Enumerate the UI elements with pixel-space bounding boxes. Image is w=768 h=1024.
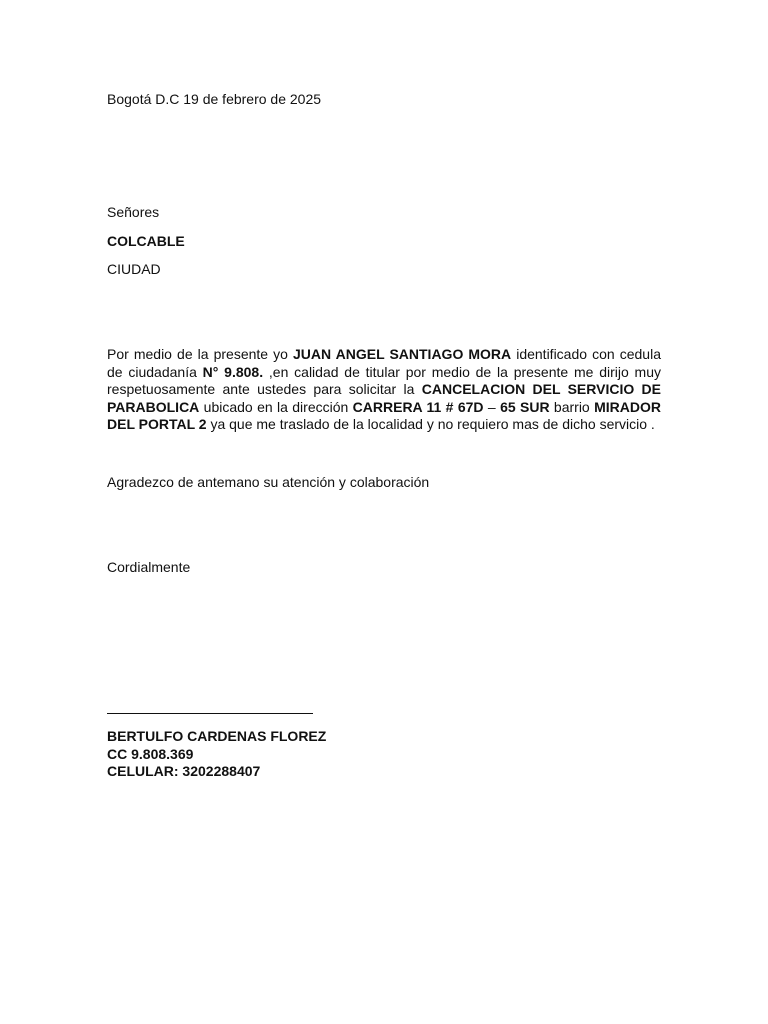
signature-block	[107, 728, 326, 781]
body-text: ya que me traslado de la localidad y no requiero mas de dicho servicio .	[206, 416, 655, 432]
date-line: Bogotá D.C 19 de febrero de 2025	[107, 91, 322, 107]
body-text: –	[483, 398, 501, 415]
signature-line	[107, 713, 313, 714]
body-paragraph	[107, 346, 661, 434]
body-text: ubicado en la dirección	[199, 398, 353, 415]
body-bold-neighborhood: MIRADOR DEL PORTAL 2	[107, 398, 661, 432]
body-text: ,en calidad de titular por medio de la presente me dirijo muy respetuosamente ante ustedes para solicitar la	[107, 363, 662, 397]
body-bold-holder: JUAN ANGEL SANTIAGO MORA	[292, 346, 512, 362]
body-bold-id: N° 9.808.	[202, 363, 264, 380]
signer-name: BERTULFO CARDENAS FLOREZ	[107, 728, 327, 744]
thanks-line: Agradezco de antemano su atención y colaboración	[107, 474, 430, 490]
body-text: Por medio de la presente yo	[107, 346, 293, 362]
body-bold-address: CARRERA 11 # 67D	[352, 398, 484, 415]
body-bold-service: CANCELACION DEL SERVICIO DE PARABOLICA	[107, 381, 661, 415]
salutation: Señores	[107, 204, 160, 220]
body-bold-address-sur: 65 SUR	[500, 398, 550, 415]
recipient-city: CIUDAD	[107, 261, 161, 277]
closing-line: Cordialmente	[107, 559, 191, 575]
signer-id: CC 9.808.369	[107, 745, 194, 762]
recipient-name: COLCABLE	[107, 233, 185, 249]
body-text: identificado con cedula de ciudadanía	[107, 346, 661, 380]
signer-phone: CELULAR: 3202288407	[107, 763, 261, 779]
body-text: barrio	[549, 398, 595, 415]
